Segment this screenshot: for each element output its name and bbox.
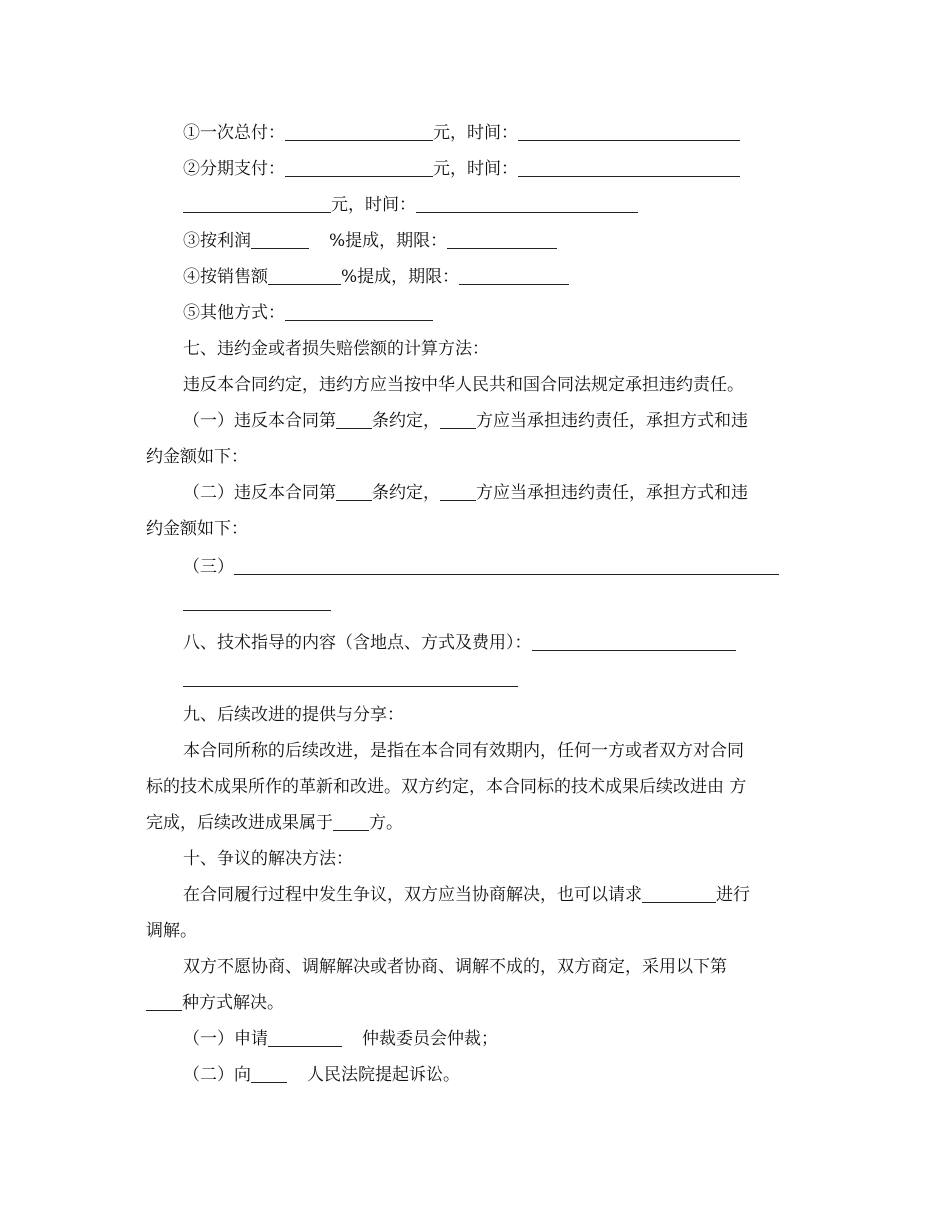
item2-party-blank[interactable] [440, 482, 476, 501]
section7-item1-end: 约金额如下： [146, 447, 248, 467]
section10-line2: 调解。 [146, 921, 197, 941]
section7-item1 [146, 409, 798, 433]
payment-installment-line [183, 157, 740, 181]
profit-percent-blank[interactable] [251, 230, 309, 249]
payment-other-line [183, 301, 433, 325]
section10-opt2 [183, 1063, 460, 1087]
section9-line3-suffix: 方。 [369, 813, 403, 833]
installment-label: ②分期支付： [183, 159, 285, 179]
payment-installment-line-2 [183, 193, 638, 217]
lump-sum-amount-blank[interactable] [285, 122, 433, 141]
clause-rest: 方应当承担违约责任，承担方式和违 [476, 483, 748, 503]
opt1-suffix: 仲裁委员会仲裁； [362, 1029, 498, 1049]
pct-term-label: %提成，期限： [341, 267, 460, 287]
section10-line4 [146, 991, 284, 1015]
section10-line1-prefix: 在合同履行过程中发生争议，双方应当协商解决，也可以请求 [183, 885, 642, 905]
section10-heading: 十、争议的解决方法： [183, 849, 353, 869]
sales-label: ④按销售额 [183, 267, 268, 287]
item2-prefix: （二）违反本合同第 [183, 483, 336, 503]
item1-prefix: （一）违反本合同第 [183, 411, 336, 431]
other-method-blank[interactable] [285, 302, 433, 321]
yuan-time-label: 元，时间： [433, 159, 518, 179]
pct-term-label: %提成，期限： [329, 231, 448, 251]
section7-item2-end: 约金额如下： [146, 519, 248, 539]
section9-line3-prefix: 完成，后续改进成果属于 [146, 813, 333, 833]
clause-mid: 条约定， [372, 411, 440, 431]
profit-term-blank[interactable] [447, 230, 557, 249]
section9-line1: 本合同所称的后续改进，是指在本合同有效期内，任何一方或者双方对合同 [183, 741, 744, 761]
tech-guidance-blank-2[interactable] [183, 668, 518, 687]
item3-prefix: （三） [183, 557, 234, 577]
profit-label: ③按利润 [183, 231, 251, 251]
clause-rest: 方应当承担违约责任，承担方式和违 [476, 411, 748, 431]
lump-sum-time-blank[interactable] [518, 122, 740, 141]
payment-sales-line [183, 265, 569, 289]
payment-profit-line [183, 229, 557, 253]
section7-item2 [146, 481, 798, 505]
item2-text [183, 481, 748, 505]
item1-text [183, 409, 748, 433]
section10-line1 [183, 883, 750, 907]
section7-intro: 违反本合同约定，违约方应当按中华人民共和国合同法规定承担违约责任。 [183, 375, 744, 395]
installment2-amount-blank[interactable] [183, 194, 331, 213]
section10-line3: 双方不愿协商、调解解决或者协商、调解不成的，双方商定，采用以下第 [183, 957, 727, 977]
opt2-suffix: 人民法院提起诉讼。 [307, 1065, 460, 1085]
section8-heading: 八、技术指导的内容（含地点、方式及费用）： [183, 633, 532, 653]
section10-opt1 [183, 1027, 498, 1051]
item1-clause-blank[interactable] [336, 410, 372, 429]
section7-item3 [183, 555, 779, 579]
lump-sum-label: ①一次总付： [183, 123, 285, 143]
opt2-prefix: （二）向 [183, 1065, 251, 1085]
improvement-owner-blank[interactable] [333, 812, 369, 831]
section8-line [183, 631, 736, 655]
mediator-blank[interactable] [642, 884, 716, 903]
item3-blank[interactable] [234, 556, 779, 575]
arbitration-blank[interactable] [268, 1028, 342, 1047]
section10-line1-suffix: 进行 [716, 885, 750, 905]
section9-heading: 九、后续改进的提供与分享： [183, 705, 404, 725]
installment-time-blank[interactable] [518, 158, 740, 177]
opt1-prefix: （一）申请 [183, 1029, 268, 1049]
yuan-time-label: 元，时间： [433, 123, 518, 143]
tech-guidance-blank[interactable] [532, 632, 736, 651]
sales-term-blank[interactable] [459, 266, 569, 285]
clause-mid: 条约定， [372, 483, 440, 503]
item1-party-blank[interactable] [440, 410, 476, 429]
payment-lump-sum-line [183, 121, 740, 145]
section8-cont [183, 667, 518, 691]
section9-line2: 标的技术成果所作的革新和改进。双方约定，本合同标的技术成果后续改进由 方 [146, 777, 747, 797]
section9-line3 [146, 811, 403, 835]
section7-heading: 七、违约金或者损失赔偿额的计算方法： [183, 339, 489, 359]
item2-clause-blank[interactable] [336, 482, 372, 501]
item3-blank-2[interactable] [183, 592, 331, 611]
court-blank[interactable] [251, 1064, 287, 1083]
other-label: ⑤其他方式： [183, 303, 285, 323]
section7-item3-cont [183, 591, 331, 615]
installment2-time-blank[interactable] [416, 194, 638, 213]
section10-line4-suffix: 种方式解决。 [182, 993, 284, 1013]
sales-percent-blank[interactable] [268, 266, 341, 285]
installment-amount-blank[interactable] [285, 158, 433, 177]
method-choice-blank[interactable] [146, 992, 182, 1011]
yuan-time-label: 元，时间： [331, 195, 416, 215]
